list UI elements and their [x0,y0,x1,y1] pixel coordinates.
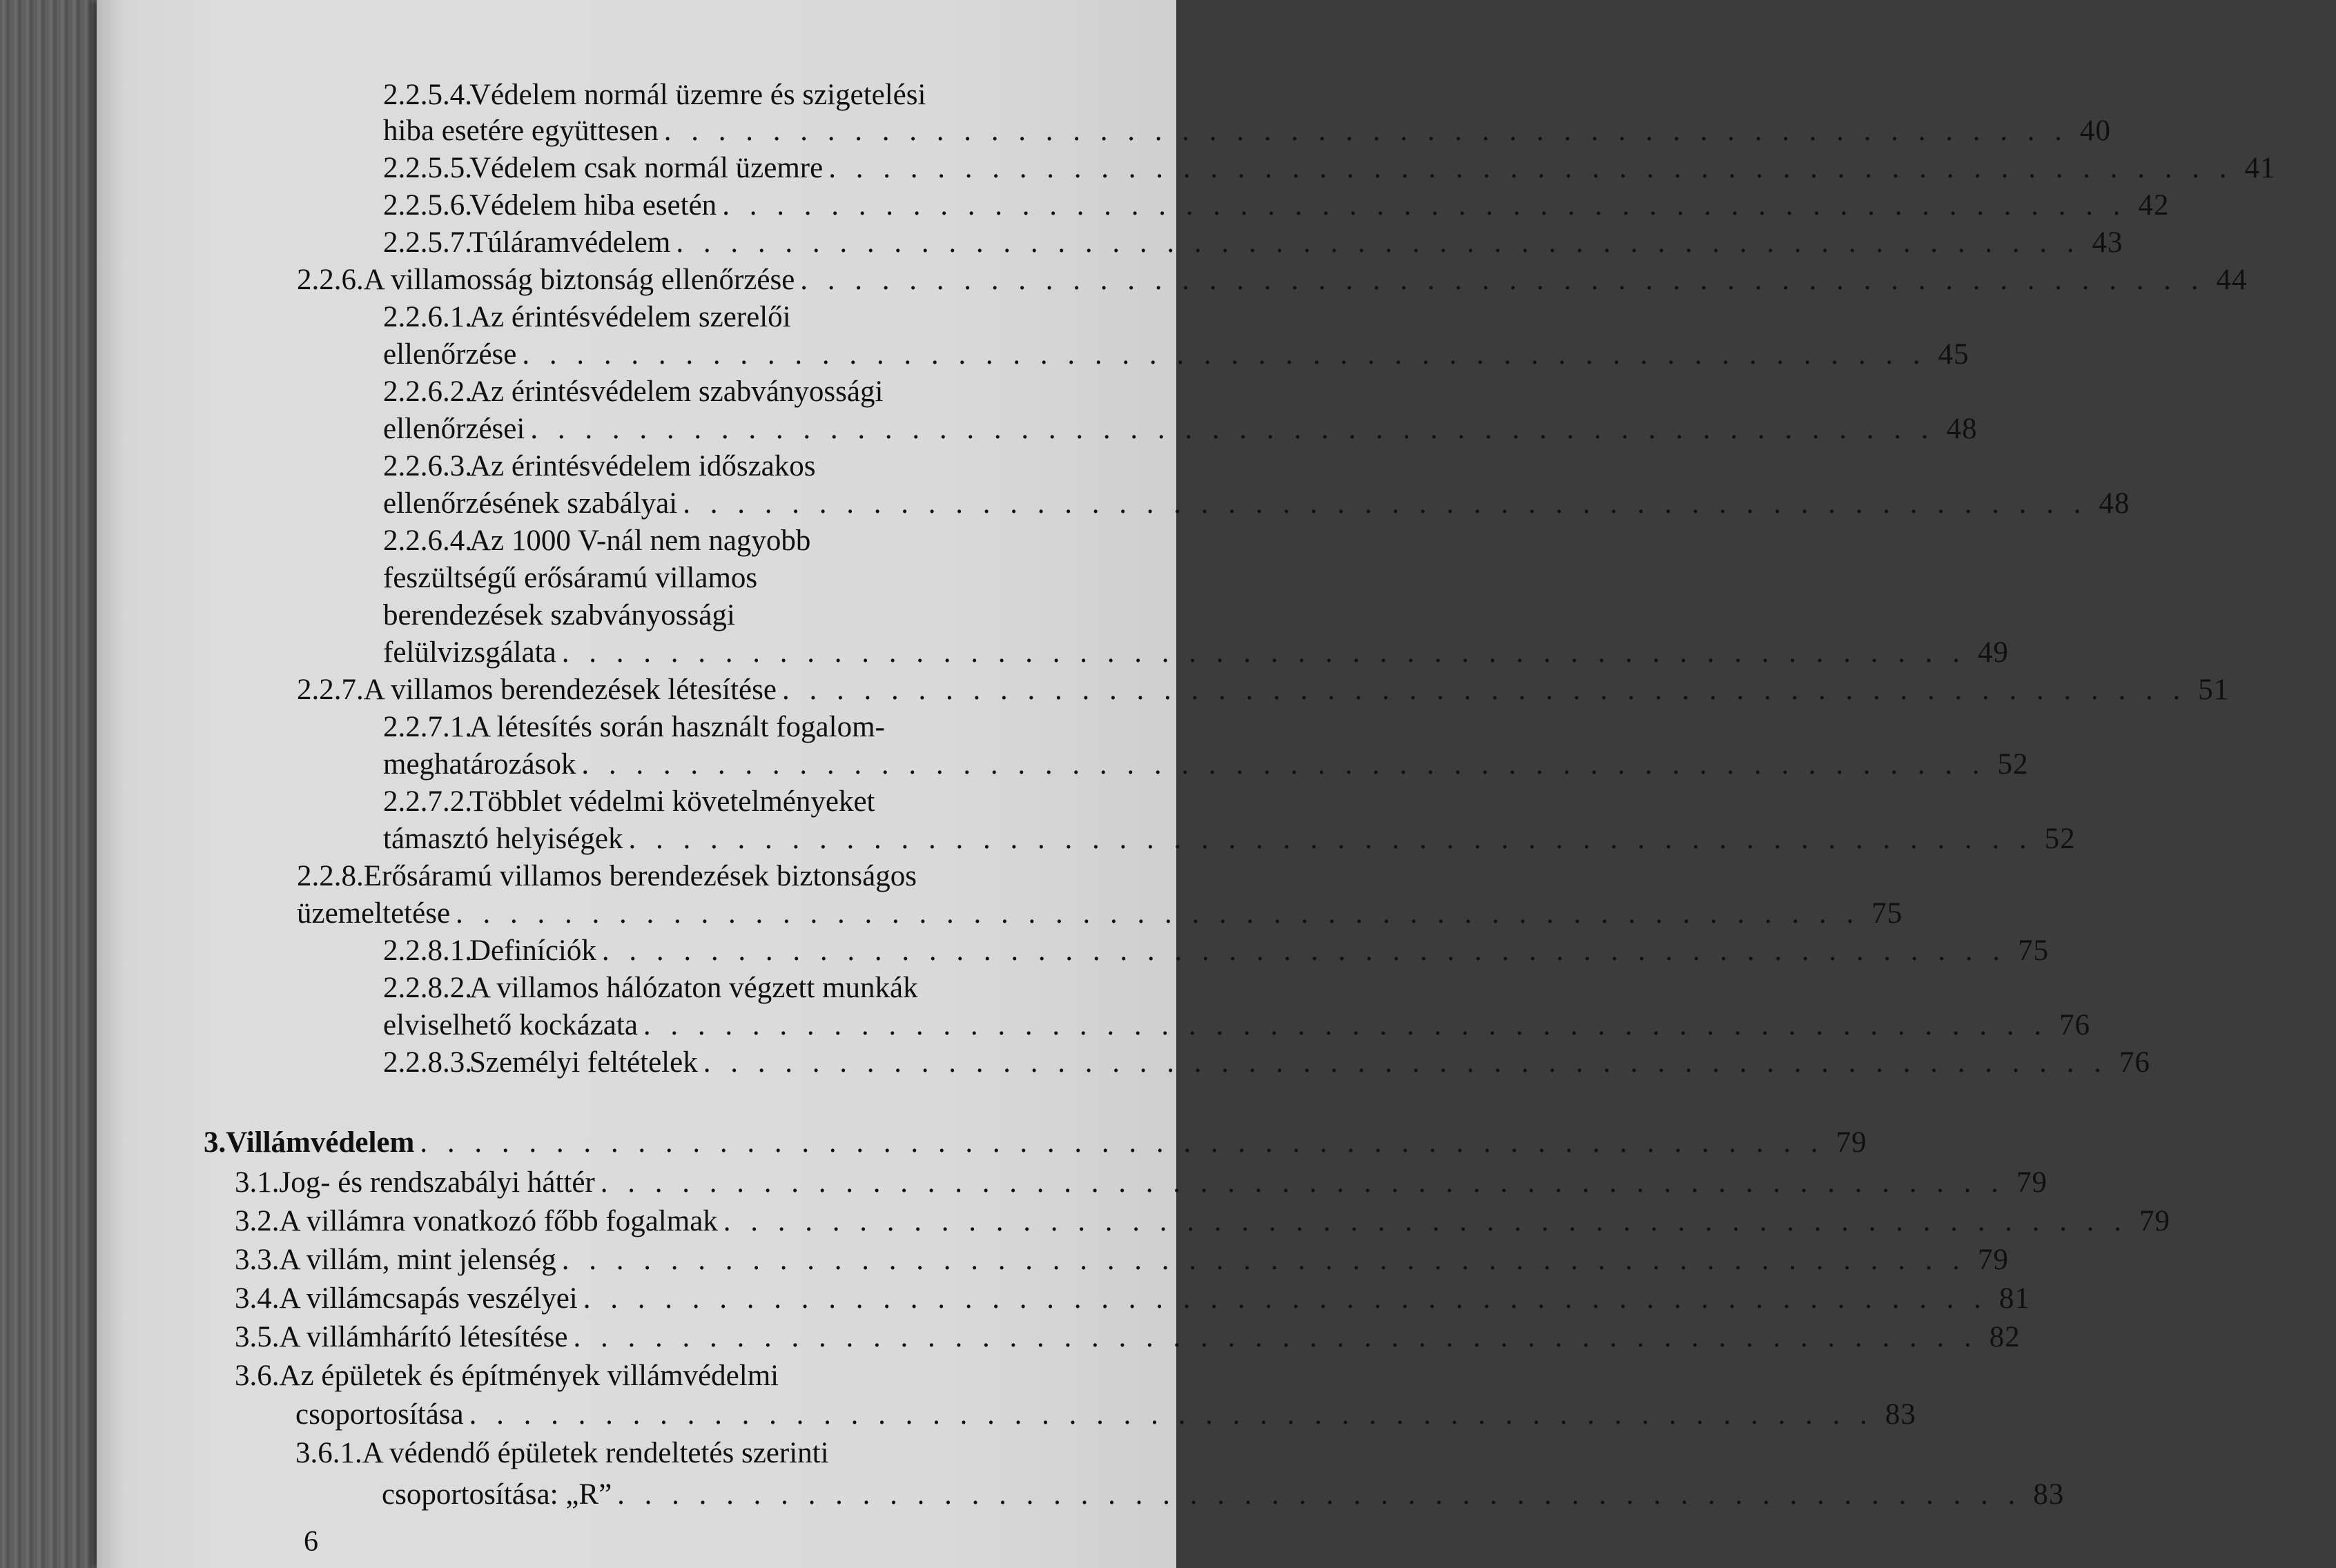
toc-title: A villamos hálózaton végzett munkák [469,972,918,1004]
toc-entry [235,1242,2009,1278]
toc-title: csoportosítása: „R” [382,1478,612,1511]
toc-page: 48 [2099,487,2130,520]
toc-number: 3.6. [235,1360,280,1392]
toc-entry [383,933,2050,969]
toc-entry [383,821,2076,857]
toc-entry [383,300,1087,335]
toc-entry [235,1204,2171,1239]
leader-dots: . . . . . . . . . . . . . . . . . . . . . . . . . . . . . . . . . . . . . . . . . . . . . . . . . . . . [643,1009,2048,1041]
toc-page: 83 [1885,1398,1916,1431]
toc-number: 2.2.5.6. [383,189,472,222]
toc-title: Védelem hiba esetén [469,189,717,222]
toc-entry [383,449,1087,484]
toc-entry [383,1008,2091,1043]
toc-entry [235,1320,2021,1355]
toc-entry [383,598,1087,634]
toc-number: 2.2.8. [297,860,364,892]
toc-page: 75 [1871,897,1903,930]
leader-dots: . . . . . . . . . . . . . . . . . . . . . . . . . . . . . . . . . . . . . . . . . . . . . . . . . . . . [530,413,1935,445]
page-number: 6 [304,1526,318,1558]
leader-dots: . . . . . . . . . . . . . . . . . . . . . . . . . . . . . . . . . . . . . . . . . . . . . . . . . . . . [723,1205,2128,1237]
leader-dots: . . . . . . . . . . . . . . . . . . . . . . . . . . . . . . . . . . . . . . . . . . . . . . . . . . . . [581,748,1986,781]
toc-number: 2.2.5.7. [383,226,472,259]
toc-entry [297,859,1087,894]
leader-dots: . . . . . . . . . . . . . . . . . . . . . . . . . . . . . . . . . . . . . . . . . . . . . . . . . . . . [469,1398,1873,1431]
toc-entry [383,188,2170,224]
toc-title: ellenőrzésének szabályai [383,487,678,520]
toc-title: csoportosítása [295,1398,464,1431]
toc-title: Jog- és rendszabályi háttér [279,1166,595,1199]
leader-dots: . . . . . . . . . . . . . . . . . . . . . . . . . . . . . . . . . . . . . . . . . . . . . . . . . . . . [522,338,1927,371]
toc-page: 79 [1836,1126,1867,1159]
leader-dots: . . . . . . . . . . . . . . . . . . . . . . . . . . . . . . . . . . . . . . . . . . . . . . . . . . . . [583,1282,1987,1315]
toc-title: Villámvédelem [226,1126,415,1159]
toc-number: 2.2.5.4. [383,79,472,111]
toc-title: Védelem normál üzemre és szigetelési [469,79,926,111]
toc-page: 52 [2044,823,2076,855]
toc-entry [383,709,1087,745]
toc-entry [383,486,2130,522]
toc-entry [383,784,1087,820]
toc-number: 3.2. [235,1205,280,1237]
toc-title: feszültségű erősáramú villamos [383,562,758,594]
toc-entry [235,1281,2030,1317]
toc-page: 79 [2016,1166,2048,1199]
leader-dots: . . . . . . . . . . . . . . . . . . . . . . . . . . . . . . . . . . . . . . . . . . . . . . . . . . . . [628,823,2033,855]
toc-title: A villamosság biztonság ellenőrzése [363,264,795,296]
toc-title: A védendő épületek rendeltetés szerinti [362,1437,829,1469]
toc-number: 2.2.7.2. [383,785,472,818]
toc-page: 40 [2080,115,2112,147]
toc-title: Többlet védelmi követelményeket [469,785,875,818]
toc-number: 3.4. [235,1282,280,1315]
toc-entry [382,1477,2065,1513]
toc-title: elviselhető kockázata [383,1009,638,1041]
toc-page: 52 [1997,748,2029,781]
toc-page: 44 [2216,264,2248,296]
leader-dots: . . . . . . . . . . . . . . . . . . . . . . . . . . . . . . . . . . . . . . . . . . . . . . . . . . . . [722,189,2127,222]
toc-page: 81 [1999,1282,2030,1315]
book-page [97,0,2276,1568]
toc-number: 3.5. [235,1321,280,1353]
toc-page: 82 [1989,1321,2021,1353]
toc-entry [383,523,1087,559]
toc-entry [383,1045,2150,1081]
toc-title: A villamos berendezések létesítése [363,674,777,706]
toc-title: hiba esetére együttesen [383,115,659,147]
toc-page: 43 [2092,226,2123,259]
leader-dots: . . . . . . . . . . . . . . . . . . . . . . . . . . . . . . . . . . . . . . . . . . . . . . . . . . . . [573,1321,1978,1353]
leader-dots: . . . . . . . . . . . . . . . . . . . . . . . . . . . . . . . . . . . . . . . . . . . . . . . . . . . . [561,1244,1967,1276]
toc-number: 2.2.7. [297,674,364,706]
toc-page: 79 [1978,1244,2009,1276]
leader-dots: . . . . . . . . . . . . . . . . . . . . . . . . . . . . . . . . . . . . . . . . . . . . . . . . . . . . [561,636,1966,669]
toc-title: Az érintésvédelem szabványossági [469,375,884,408]
toc-number: 2.2.6.2. [383,375,472,408]
leader-dots: . . . . . . . . . . . . . . . . . . . . . . . . . . . . . . . . . . . . . . . . . . . . . . . . . . . . [800,264,2205,296]
toc-entry [383,77,1087,113]
toc-title: ellenőrzése [383,338,517,371]
toc-page: 76 [2059,1009,2091,1041]
toc-entry [383,225,2123,261]
background-strip [0,0,104,1568]
toc-number: 2.2.6. [297,264,364,296]
toc-title: Védelem csak normál üzemre [469,152,824,184]
toc-entry [295,1397,1916,1433]
leader-dots: . . . . . . . . . . . . . . . . . . . . . . . . . . . . . . . . . . . . . . . . . . . . . . . . . . . . [703,1046,2108,1079]
toc-entry [295,1435,1087,1471]
toc-entry [383,970,1087,1006]
toc-page: 49 [1977,636,2009,669]
toc-title: üzemeltetése [297,897,451,930]
toc-number: 2.2.8.1. [383,934,472,967]
toc-title: Definíciók [469,934,596,967]
leader-dots: . . . . . . . . . . . . . . . . . . . . . . . . . . . . . . . . . . . . . . . . . . . . . . . . . . . . [676,226,2081,259]
toc-title: meghatározások [383,748,576,781]
toc-page: 41 [2244,152,2276,184]
toc-number: 2.2.6.1. [383,301,472,333]
toc-title: Az 1000 V-nál nem nagyobb [469,525,811,557]
toc-title: A villám, mint jelenség [279,1244,556,1276]
toc-number: 3.6.1. [295,1437,362,1469]
toc-title: Erősáramú villamos berendezések biztonságos [363,860,917,892]
leader-dots: . . . . . . . . . . . . . . . . . . . . . . . . . . . . . . . . . . . . . . . . . . . . . . . . . . . . [600,1166,2005,1199]
toc-title: Az érintésvédelem szerelői [469,301,791,333]
toc-entry [235,1358,1087,1394]
toc-entry [383,747,2029,783]
toc-title: ellenőrzései [383,413,525,445]
toc-number: 2.2.7.1. [383,711,472,743]
toc-number: 2.2.5.5. [383,152,472,184]
toc-number: 3.3. [235,1244,280,1276]
toc-entry [383,560,1087,596]
leader-dots: . . . . . . . . . . . . . . . . . . . . . . . . . . . . . . . . . . . . . . . . . . . . . . . . . . . . [420,1126,1824,1159]
toc-number: 2.2.8.2. [383,972,472,1004]
toc-chapter-heading [204,1125,1867,1161]
toc-title: A villámhárító létesítése [279,1321,568,1353]
toc-entry [297,672,2230,708]
toc-page: 79 [2139,1205,2171,1237]
toc-entry [297,896,1903,932]
toc-number: 2.2.8.3. [383,1046,472,1079]
leader-dots: . . . . . . . . . . . . . . . . . . . . . . . . . . . . . . . . . . . . . . . . . . . . . . . . . . . . [617,1478,2022,1511]
toc-number: 2.2.6.4. [383,525,472,557]
leader-dots: . . . . . . . . . . . . . . . . . . . . . . . . . . . . . . . . . . . . . . . . . . . . . . . . . . . . [601,934,2007,967]
toc-entry [383,150,2276,186]
toc-page: 75 [2018,934,2050,967]
toc-number: 2.2.6.3. [383,450,472,482]
toc-title: A villámra vonatkozó főbb fogalmak [279,1205,718,1237]
toc-title: A létesítés során használt fogalom- [469,711,885,743]
toc-title: Személyi feltételek [469,1046,698,1079]
toc-entry [297,262,2248,298]
toc-page: 51 [2198,674,2230,706]
toc-title: A villámcsapás veszélyei [279,1282,578,1315]
toc-title: berendezések szabványossági [383,599,735,631]
leader-dots: . . . . . . . . . . . . . . . . . . . . . . . . . . . . . . . . . . . . . . . . . . . . . . . . . . . . [683,487,2087,520]
leader-dots: . . . . . . . . . . . . . . . . . . . . . . . . . . . . . . . . . . . . . . . . . . . . . . . . . . . . [781,674,2187,706]
toc-title: Az érintésvédelem időszakos [469,450,816,482]
toc-title: Az épületek és építmények villámvédelmi [279,1360,779,1392]
toc-number: 3.1. [235,1166,280,1199]
toc-page: 45 [1938,338,1969,371]
toc-entry [383,337,1969,373]
toc-entry [383,411,1978,447]
toc-entry [383,113,2112,149]
toc-page: 83 [2033,1478,2065,1511]
toc-page: 76 [2119,1046,2150,1079]
toc-title: Túláramvédelem [469,226,671,259]
toc-entry [383,635,2009,671]
toc-number: 3. [204,1126,226,1159]
toc-entry [235,1165,2048,1201]
leader-dots: . . . . . . . . . . . . . . . . . . . . . . . . . . . . . . . . . . . . . . . . . . . . . . . . . . . . [663,115,2069,147]
leader-dots: . . . . . . . . . . . . . . . . . . . . . . . . . . . . . . . . . . . . . . . . . . . . . . . . . . . . [456,897,1860,930]
toc-page: 48 [1946,413,1978,445]
toc-title: felülvizsgálata [383,636,556,669]
toc-title: támasztó helyiségek [383,823,623,855]
leader-dots: . . . . . . . . . . . . . . . . . . . . . . . . . . . . . . . . . . . . . . . . . . . . . . . . . . . . [828,152,2233,184]
toc-entry [383,374,1087,410]
toc-page: 42 [2138,189,2170,222]
